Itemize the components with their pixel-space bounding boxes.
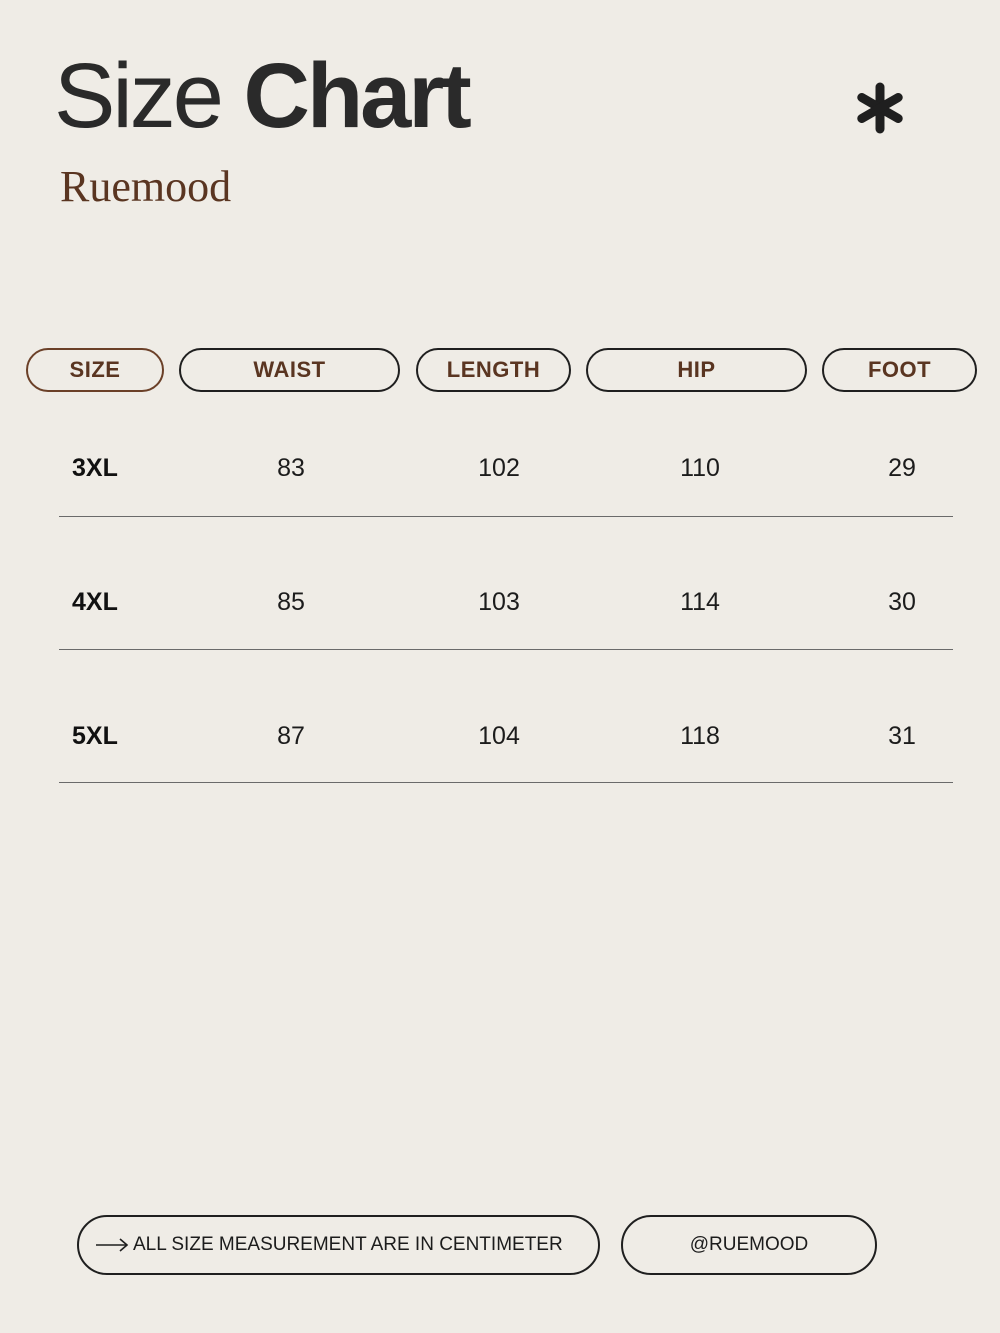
table-cell-hip: 118 [680,722,720,750]
social-handle-text: @RUEMOOD [689,1234,809,1255]
column-header-foot: FOOT [822,348,977,392]
table-cell-hip: 110 [680,454,720,482]
table-cell-length: 102 [478,454,520,482]
row-divider [59,649,953,650]
table-cell-foot: 30 [888,588,916,616]
row-divider [59,782,953,783]
table-cell-foot: 29 [888,454,916,482]
right-arrow-icon [95,1238,129,1252]
social-handle [621,1215,877,1275]
table-cell-waist: 85 [277,588,305,616]
column-header-length: LENGTH [416,348,571,392]
column-header-waist: WAIST [179,348,400,392]
table-cell-size: 4XL [72,588,118,616]
table-cell-waist: 87 [277,722,305,750]
title-bold: Chart [243,45,469,147]
measurement-note [77,1215,600,1275]
column-header-hip: HIP [586,348,807,392]
table-cell-length: 104 [478,722,520,750]
page-title [54,45,469,147]
measurement-note-text: ALL SIZE MEASUREMENT ARE IN CENTIMETER [133,1234,563,1255]
table-cell-size: 3XL [72,454,118,482]
table-cell-hip: 114 [680,588,720,616]
column-header-size: SIZE [26,348,164,392]
table-cell-size: 5XL [72,722,118,750]
table-cell-length: 103 [478,588,520,616]
row-divider [59,516,953,517]
table-cell-waist: 83 [277,454,305,482]
asterisk-icon [852,80,908,136]
title-light: Size [54,45,221,147]
brand-name: Ruemood [60,162,232,211]
table-cell-foot: 31 [888,722,916,750]
